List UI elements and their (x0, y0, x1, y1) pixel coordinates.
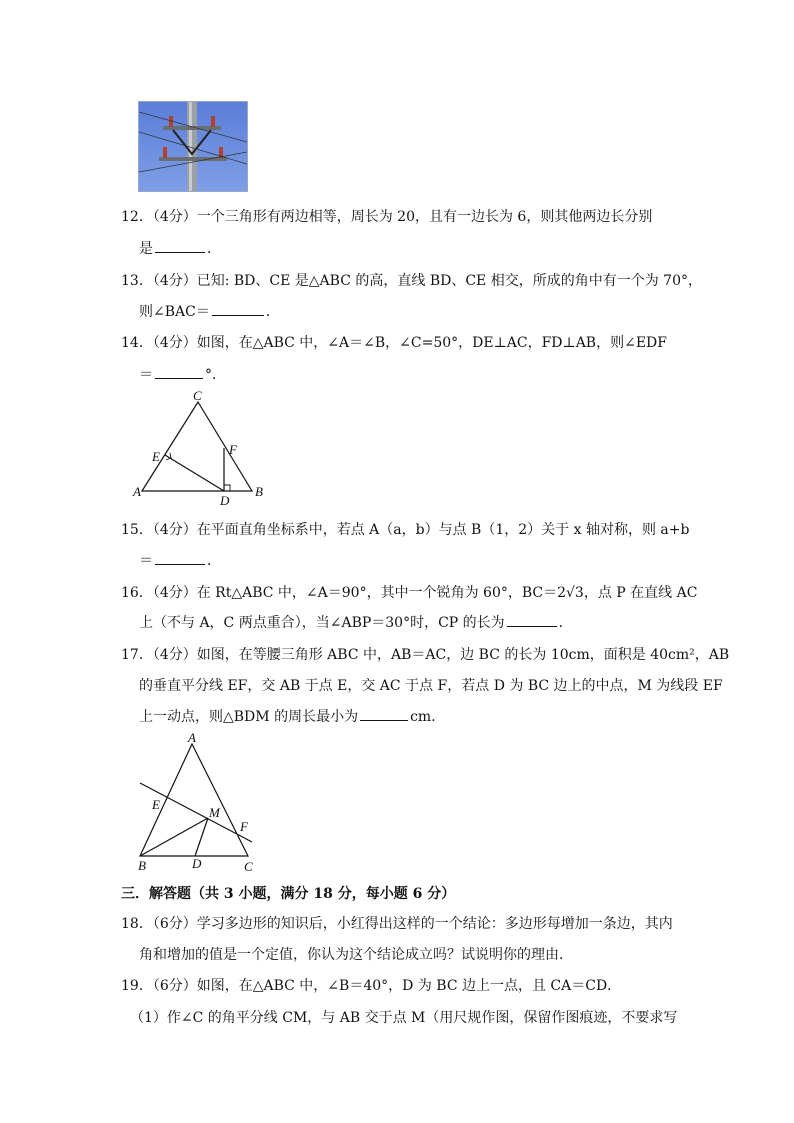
sqrt-three: √3 (566, 585, 584, 601)
q16-answer-blank[interactable] (507, 614, 557, 627)
q16-line2: 上（不与 A，C 两点重合），当∠ABP＝30°时，CP 的长为 ． (139, 615, 573, 631)
q14-line2: ＝ °． (139, 367, 226, 383)
q15-answer-blank[interactable] (155, 552, 205, 565)
q17-line1: 17．（4分）如图，在等腰三角形 ABC 中，AB＝AC，边 BC 的长为 10cm，面积是 40cm²，AB (121, 647, 730, 663)
q12-answer-blank[interactable] (155, 240, 205, 253)
fig14-label-c: C (193, 388, 202, 403)
fig17-label-b: B (138, 858, 146, 873)
fig14-label-f: F (229, 442, 237, 457)
fig17-label-m: M (209, 805, 220, 820)
q17-line3: 上一动点，则△BDM 的周长最小为 cm． (139, 709, 446, 725)
fig14-label-e: E (152, 449, 160, 464)
q14-answer-blank[interactable] (155, 366, 203, 379)
q17-answer-blank[interactable] (360, 708, 408, 721)
fig17-label-c: C (244, 859, 253, 874)
q15-line1: 15．（4分）在平面直角坐标系中，若点 A（a，b）与点 B（1，2）关于 x 轴对称，则 a+b (121, 522, 690, 538)
fig17-label-a: A (188, 730, 196, 745)
fig14-label-a: A (133, 484, 141, 499)
q18-line2: 角和增加的值是一个定值，你认为这个结论成立吗？试说明你的理由． (139, 947, 573, 963)
q12-line1: 12．（4分）一个三角形有两边相等，周长为 20，且有一边长为 6，则其他两边长分别 (121, 209, 653, 225)
fig17-label-e: E (152, 797, 160, 812)
q19-line2: （1）作∠C 的角平分线 CM，与 AB 交于点 M（用尺规作图，保留作图痕迹，不要求写 (130, 1010, 678, 1026)
fig14-label-d: D (220, 493, 230, 508)
q12-line2: 是 ． (139, 241, 221, 257)
q17-isosceles-figure (130, 730, 265, 875)
q19-line1: 19．（6分）如图，在△ABC 中，∠B＝40°，D 为 BC 边上一点，且 CA＝CD． (121, 978, 622, 994)
q15-line2: ＝ ． (139, 553, 221, 569)
utility-pole-photo (138, 101, 248, 192)
q17-line2: 的垂直平分线 EF，交 AB 于点 E，交 AC 于点 F，若点 D 为 BC 边上的中点，M 为线段 EF (139, 678, 723, 694)
q13-answer-blank[interactable] (212, 303, 264, 316)
fig17-label-f: F (240, 819, 248, 834)
q18-line1: 18．（6分）学习多边形的知识后，小红得出这样的一个结论：多边形每增加一条边，其内 (121, 916, 673, 932)
section-heading: 三．解答题（共 3 小题，满分 18 分，每小题 6 分） (121, 886, 456, 902)
q16-line1: 16．（4分）在 Rt△ABC 中，∠A＝90°，其中一个锐角为 60°，BC＝2√3，点 P 在直线 AC (121, 585, 698, 601)
q13-line2: 则∠BAC＝ ． (139, 304, 280, 320)
q13-line1: 13．（4分）已知: BD、CE 是△ABC 的高，直线 BD、CE 相交，所成的角中有一个为 70°， (121, 273, 702, 289)
q14-triangle-figure (130, 388, 280, 508)
fig17-label-d: D (192, 856, 202, 871)
q14-line1: 14．（4分）如图，在△ABC 中，∠A＝∠B，∠C=50°，DE⊥AC，FD⊥AB，则∠EDF (121, 335, 667, 351)
fig14-label-b: B (255, 484, 263, 499)
